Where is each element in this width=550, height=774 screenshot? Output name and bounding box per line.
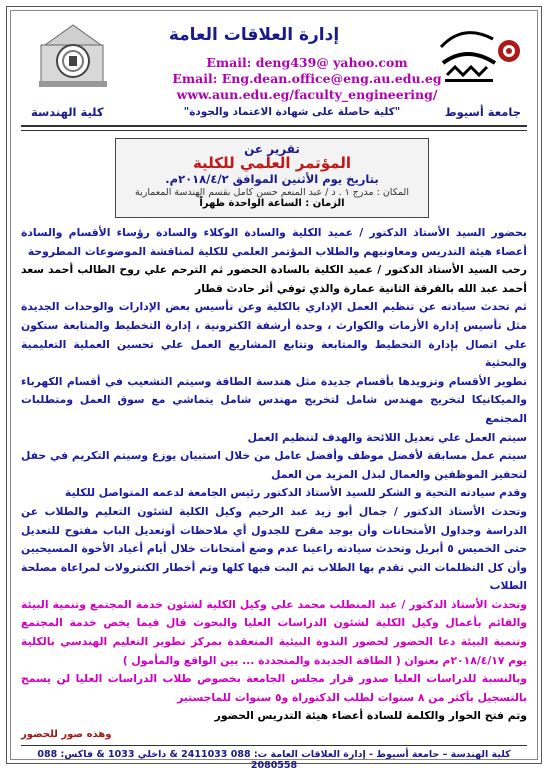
department-title: إدارة العلاقات العامة [168, 25, 340, 45]
report-time: الزمان : الساعة الواحدة ظهراً [199, 198, 345, 209]
footer-contact: كلية الهندسة – جامعة أسيوط - إدارة العلاقات العامة ت: 088 2411033 & داخلي 1033 & فاكس: 088 2080558 [37, 749, 511, 771]
paragraph-discussion: وتم فتح الحوار والكلمة للسادة أعضاء هيئة التدريس الحضور [214, 709, 527, 723]
report-title-box [115, 138, 429, 218]
website-link[interactable]: www.aun.edu.eg/faculty_engineering/ [176, 87, 438, 102]
report-label: تقرير عن [244, 142, 300, 156]
report-date: بتاريخ يوم الأثنين الموافق ٢٠١٨/٤/٢م. [165, 172, 379, 186]
document-page [6, 6, 542, 771]
paragraph-thanks: وقدم سيادته التحية و الشكر للسيد الأستاذ الدكتور رئيس الجامعة لدعمه المتواصل للكلية [64, 486, 527, 500]
paragraph-admin-units: ثم تحدث سيادته عن تنظيم العمل الإداري بالكلية وعن تأسيس بعض الإدارات والوحدات الجديدة مثل تأسيس إدارة الأزمات والكوارث ، وحدة أرشفة الكترونية ، إدارة التخطيط والمتابعة ستكون علي اتصال بإدارة التخطيط والمتابعة وتتابع المشاريع العمل علي تحسين العملية التعليمية والبحثية [21, 300, 527, 370]
report-body [21, 224, 527, 745]
paragraph-education-affairs: وتحدث الأستاذ الدكتور / جمال أبو زيد عبد الرحيم وكيل الكلية لشئون التعليم والطلاب عن الدراسة وجداول الأمتحانات وأن يوجد مقرح للجدول أي ملاحظات أوتعديل الباب مفتوح للتعديل حتى الخميس ٥ أبريل وتحدث سيادته راعينا عدم وضع أمتحانات خلال أيام أعياد الأخوة المسيحيين وأن كل التظلمات التي تقدم بها الطلاب تم البت فيها كلها وتم أخطار الكنترولات لمراعاة مصلحة الطلاب [21, 504, 527, 593]
report-place: المكان : مدرج ١ . د / عبد المنعم حسن كامل بقسم الهندسة المعمارية [135, 187, 409, 198]
paragraph-welcome: رحب السيد الأستاذ الدكتور / عميد الكلية بالسادة الحضور ثم الترحم علي روح الطالب أحمد سعد أحمد عبد الله بالفرقة الثانية عمارة والذي توفي أثر حادث قطار [21, 263, 527, 295]
closing-note: وهذه صور للحضور [21, 729, 112, 741]
footer-divider [21, 745, 527, 746]
faculty-name: كلية الهندسة [31, 105, 104, 119]
paragraph-community-affairs: وتحدث الأستاذ الدكتور / عبد المنطلب محمد علي وكيل الكلية لشئون خدمة المجتمع وتنمية البيئة والقائم بأعمال وكيل الكلية لشئون الدراسات العليا والبحوث قال فيما يخص خدمة المجتمع وتنمية البيئة دعا الحضور لحضور الندوة البيئية المنعقدة بمركز تطوير التعليم الهندسي بالكلية يوم ٢٠١٨/٤/١٧م بعنوان ( الطاقة الجديدة والمتجددة ... بين الواقع والمأمول ) [21, 597, 527, 667]
accreditation-note: "كلية حاصلة على شهادة الاعتماد والجودة" [183, 106, 401, 118]
paragraph-competition: سيتم عمل مسابقة لأفضل موظف وأفضل عامل من خلال استبيان يوزع وسيتم التكريم في حفل لتحفيز الموظفين والعمال لبذل المزيد من العمل [21, 449, 527, 481]
email-line-2[interactable]: Email: Eng.dean.office@eng.au.edu.eg [172, 71, 442, 86]
header-divider [21, 125, 527, 131]
email-line-1[interactable]: Email: deng439@ yahoo.com [206, 55, 408, 70]
paragraph-opening: بحضور السيد الأستاذ الدكتور / عميد الكلية والسادة الوكلاء والسادة رؤساء الأقسام والسادة أعضاء هيئة التدريس ومعاونيهم والطلاب المؤتمر العلمي للكلية لمناقشة الموضوعات المطروحة [21, 226, 527, 258]
paragraph-postgraduate: وبالنسبة للدراسات العليا صدور قرار مجلس الجامعة بخصوص طلاب الدراسات العليا لن يسمح بالتسجيل بأكثر من ٨ سنوات لطلب الدكتوراة و٥ سنوات للماجستير [21, 672, 527, 704]
report-title: المؤتمر العلمي للكلية [192, 154, 352, 172]
paragraph-regulations: سيتم العمل علي تعديل اللائحة والهدف لتنظيم العمل [247, 430, 527, 444]
university-name: جامعة أسيوط [444, 105, 521, 119]
paragraph-departments: تطوير الأقسام وتزويدها بأقسام جديدة مثل هندسة الطاقة وسيتم التشعيب في أقسام الكهرباء والميكانيكا لتخريج مهندس شامل لتخريج مهندس شامل يتماشي مع سوق العمل ومتطلبات المجتمع [21, 374, 527, 425]
